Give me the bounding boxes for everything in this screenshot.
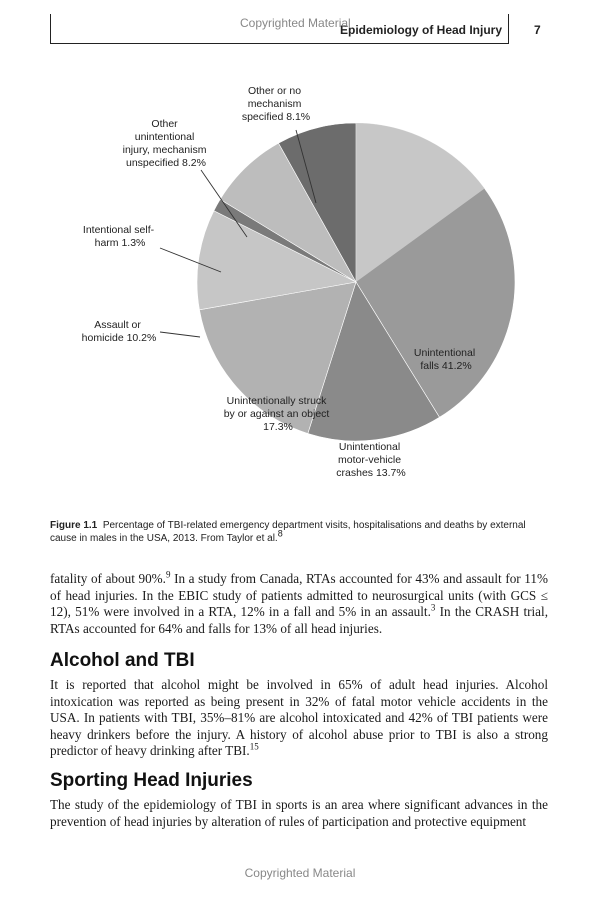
header-divider-rule — [508, 14, 509, 44]
leader-assault — [160, 332, 200, 337]
figure-caption-text: Percentage of TBI-related emergency department visits, hospitalisations and deaths by external cause in males in the USA, 2013. From Taylor et al. — [50, 520, 526, 544]
pie-chart — [0, 60, 600, 510]
header-bottom-rule — [50, 43, 508, 44]
page-number: 7 — [534, 23, 541, 37]
caption-ref: 8 — [277, 528, 283, 539]
p2-text-a: It is reported that alcohol might be involved in 65% of adult head injuries. Alcohol intoxication was reported as being present in 32% of fatal motor vehicle accidents in the USA. In patients with TBI, 35%–81% are alcohol intoxicated and 42% of TBI patients were heavy drinkers before the injury. A history of alcohol abuse prior to TBI is also a strong predictor of heavy drinking after TBI. — [50, 677, 548, 758]
pie-slices — [197, 123, 515, 441]
label-other-none: Other or no mechanism specified 8.1% — [241, 85, 311, 123]
label-self-harm: Intentional self- harm 1.3% — [82, 224, 155, 249]
p1-text-a: fatality of about 90%. — [50, 571, 166, 586]
p1-ref-1: 9 — [165, 569, 171, 580]
p2-ref-1: 15 — [249, 741, 259, 752]
watermark-top: Copyrighted Material — [240, 16, 351, 30]
paragraph-1 — [50, 571, 548, 637]
p1-text-c: In the CRASH trial, RTAs accounted for 64% and falls for 13% of all head injuries. — [50, 604, 548, 636]
heading-alcohol: Alcohol and TBI — [50, 650, 195, 671]
p1-ref-2: 3 — [430, 602, 436, 613]
label-falls: Unintentional falls 41.2% — [413, 347, 476, 372]
header-left-rule — [50, 14, 51, 44]
running-title: Epidemiology of Head Injury — [340, 23, 503, 37]
label-assault: Assault or homicide 10.2% — [81, 319, 157, 344]
label-other-unintentional: Other unintentional injury, mechanism unspecified 8.2% — [122, 118, 207, 169]
label-motor-vehicle: Unintentional motor-vehicle crashes 13.7% — [336, 441, 406, 479]
p1-text-b: In a study from Canada, RTAs accounted for 43% and assault for 11% of head injuries. In the EBIC study of patients admitted to neurosurgical units (with GCS ≤ 12), 51% were involved in a RTA, 12% in a fall and 5% in an assault. — [50, 571, 548, 619]
heading-sporting: Sporting Head Injuries — [50, 770, 253, 791]
label-struck: Unintentionally struck by or against an object 17.3% — [223, 395, 330, 433]
paragraph-2 — [50, 677, 548, 760]
paragraph-3: The study of the epidemiology of TBI in sports is an area where significant advances in the prevention of head injuries by alteration of rules of participation and protective equipment — [50, 797, 548, 829]
figure-label: Figure 1.1 — [50, 520, 98, 531]
watermark-bottom: Copyrighted Material — [244, 866, 356, 880]
figure-caption — [50, 519, 550, 545]
